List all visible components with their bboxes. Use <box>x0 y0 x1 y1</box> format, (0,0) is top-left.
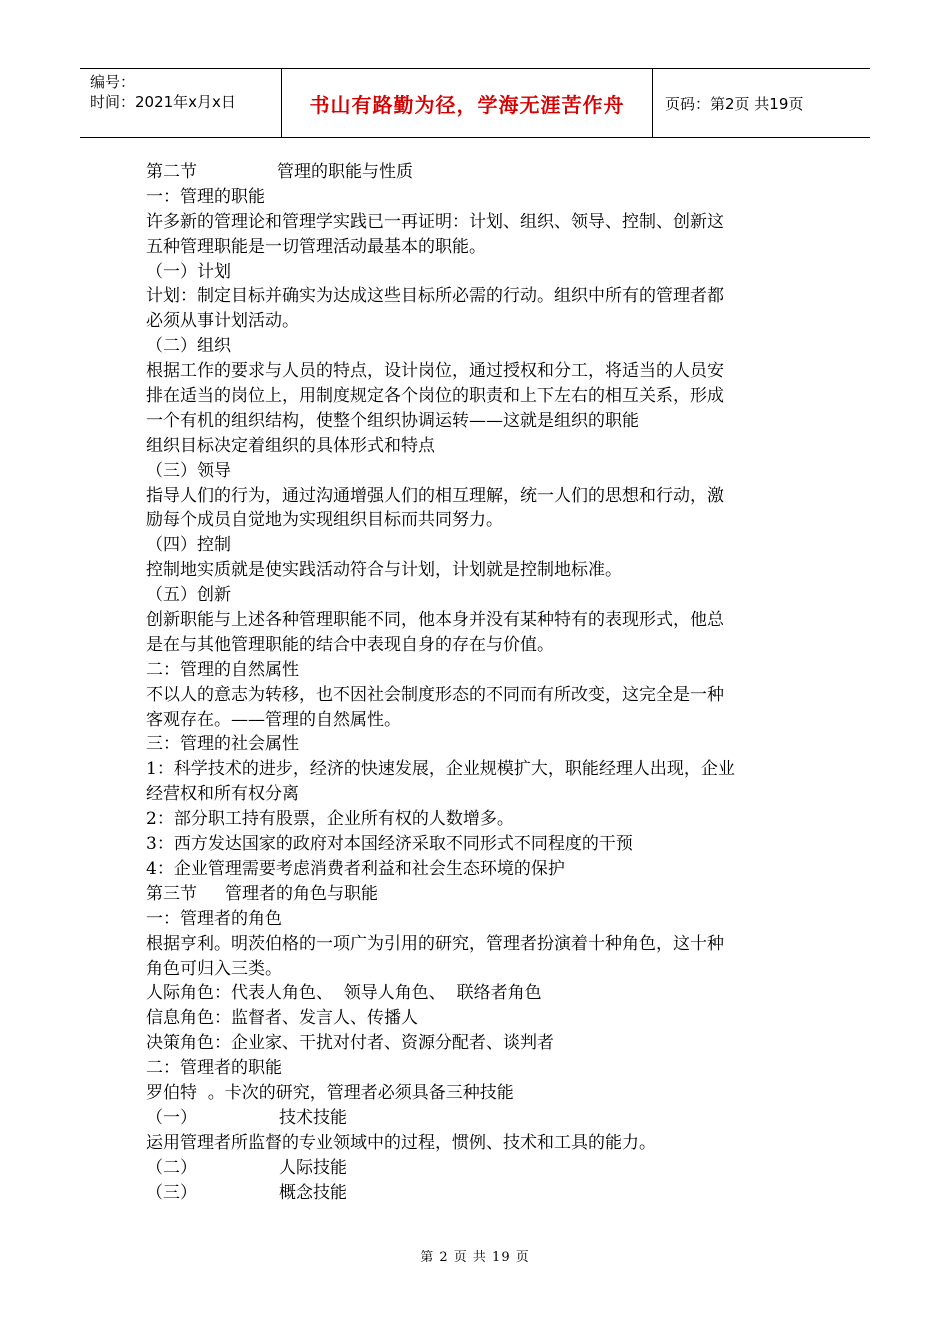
paragraph-line: 许多新的管理论和管理学实践已一再证明：计划、组织、领导、控制、创新这 <box>146 211 724 232</box>
header-page-info: 页码：第2页 共19页 <box>665 94 804 113</box>
paragraph-line: 客观存在。——管理的自然属性。 <box>146 709 401 730</box>
paragraph-line: 根据亨利。明茨伯格的一项广为引用的研究，管理者扮演着十种角色，这十种 <box>146 933 724 954</box>
paragraph-line: 励每个成员自觉地为实现组织目标而共同努力。 <box>146 510 503 531</box>
paragraph-line: 一个有机的组织结构，使整个组织协调运转——这就是组织的职能 <box>146 410 639 431</box>
paragraph-line: 指导人们的行为，通过沟通增强人们的相互理解，统一人们的思想和行动，激 <box>146 485 724 506</box>
paragraph-line: 根据工作的要求与人员的特点，设计岗位，通过授权和分工，将适当的人员安 <box>146 361 724 382</box>
paragraph-line: 4：企业管理需要考虑消费者利益和社会生态环境的保护 <box>146 858 565 879</box>
skill-number: （三） <box>146 1182 197 1203</box>
paragraph-line: 角色可归入三类。 <box>146 958 282 979</box>
document-body <box>146 160 806 1205</box>
header-meta <box>80 69 282 137</box>
paragraph-line: 信息角色：监督者、发言人、传播人 <box>146 1008 418 1029</box>
heading: 二：管理的自然属性 <box>146 659 299 680</box>
paragraph-line: 五种管理职能是一切管理活动最基本的职能。 <box>146 236 486 257</box>
heading: 一：管理者的角色 <box>146 908 282 929</box>
page-footer: 第 2 页 共 19 页 <box>420 1250 530 1265</box>
skill-item <box>146 1181 806 1206</box>
subheading: （二）组织 <box>146 336 231 357</box>
date-label: 时间：2021年x月x日 <box>90 93 236 111</box>
document-header <box>80 68 870 138</box>
paragraph-line: 经营权和所有权分离 <box>146 784 299 805</box>
paragraph-line: 1：科学技术的进步，经济的快速发展，企业规模扩大，职能经理人出现，企业 <box>146 759 735 780</box>
skill-item <box>146 1156 806 1181</box>
paragraph-line: 排在适当的岗位上，用制度规定各个岗位的职责和上下左右的相互关系，形成 <box>146 386 724 407</box>
paragraph-line: 罗伯特 。卡次的研究，管理者必须具备三种技能 <box>146 1082 514 1103</box>
paragraph-line: 3：西方发达国家的政府对本国经济采取不同形式不同程度的干预 <box>146 834 633 855</box>
paragraph-line: 计划：制定目标并确实为达成这些目标所必需的行动。组织中所有的管理者都 <box>146 286 724 307</box>
skill-number: （一） <box>146 1107 197 1128</box>
paragraph-line: 运用管理者所监督的专业领域中的过程，惯例、技术和工具的能力。 <box>146 1132 656 1153</box>
header-motto: 书山有路勤为径，学海无涯苦作舟 <box>282 69 653 137</box>
section-number: 第三节 <box>146 883 197 904</box>
section-number: 第二节 <box>146 162 197 182</box>
paragraph-line: 控制地实质就是使实践活动符合与计划，计划就是控制地标准。 <box>146 560 622 581</box>
paragraph-line: 组织目标决定着组织的具体形式和特点 <box>146 435 435 456</box>
skill-name: 技术技能 <box>279 1107 347 1128</box>
paragraph-line: 必须从事计划活动。 <box>146 311 299 332</box>
code-label: 编号： <box>90 73 136 91</box>
paragraph-line: 决策角色：企业家、干扰对付者、资源分配者、谈判者 <box>146 1033 554 1054</box>
paragraph-line: 不以人的意志为转移，也不因社会制度形态的不同而有所改变，这完全是一种 <box>146 684 724 705</box>
skill-name: 人际技能 <box>279 1157 347 1178</box>
paragraph-line: 2：部分职工持有股票，企业所有权的人数增多。 <box>146 809 514 830</box>
heading: 三：管理的社会属性 <box>146 734 299 755</box>
subheading: （三）领导 <box>146 460 231 481</box>
skill-name: 概念技能 <box>279 1182 347 1203</box>
skill-item <box>146 1106 806 1131</box>
section-title <box>146 882 806 907</box>
section-name: 管理的职能与性质 <box>277 162 413 182</box>
paragraph-line: 人际角色：代表人角色、 领导人角色、 联络者角色 <box>146 983 542 1004</box>
skill-number: （二） <box>146 1157 197 1178</box>
paragraph-line: 是在与其他管理职能的结合中表现自身的存在与价值。 <box>146 634 554 655</box>
heading: 一：管理的职能 <box>146 186 265 207</box>
heading: 二：管理者的职能 <box>146 1058 282 1079</box>
section-name: 管理者的角色与职能 <box>225 883 378 904</box>
subheading: （五）创新 <box>146 585 231 606</box>
subheading: （四）控制 <box>146 535 231 556</box>
subheading: （一）计划 <box>146 261 231 282</box>
section-title <box>146 160 806 185</box>
paragraph-line: 创新职能与上述各种管理职能不同，他本身并没有某种特有的表现形式，他总 <box>146 610 724 631</box>
